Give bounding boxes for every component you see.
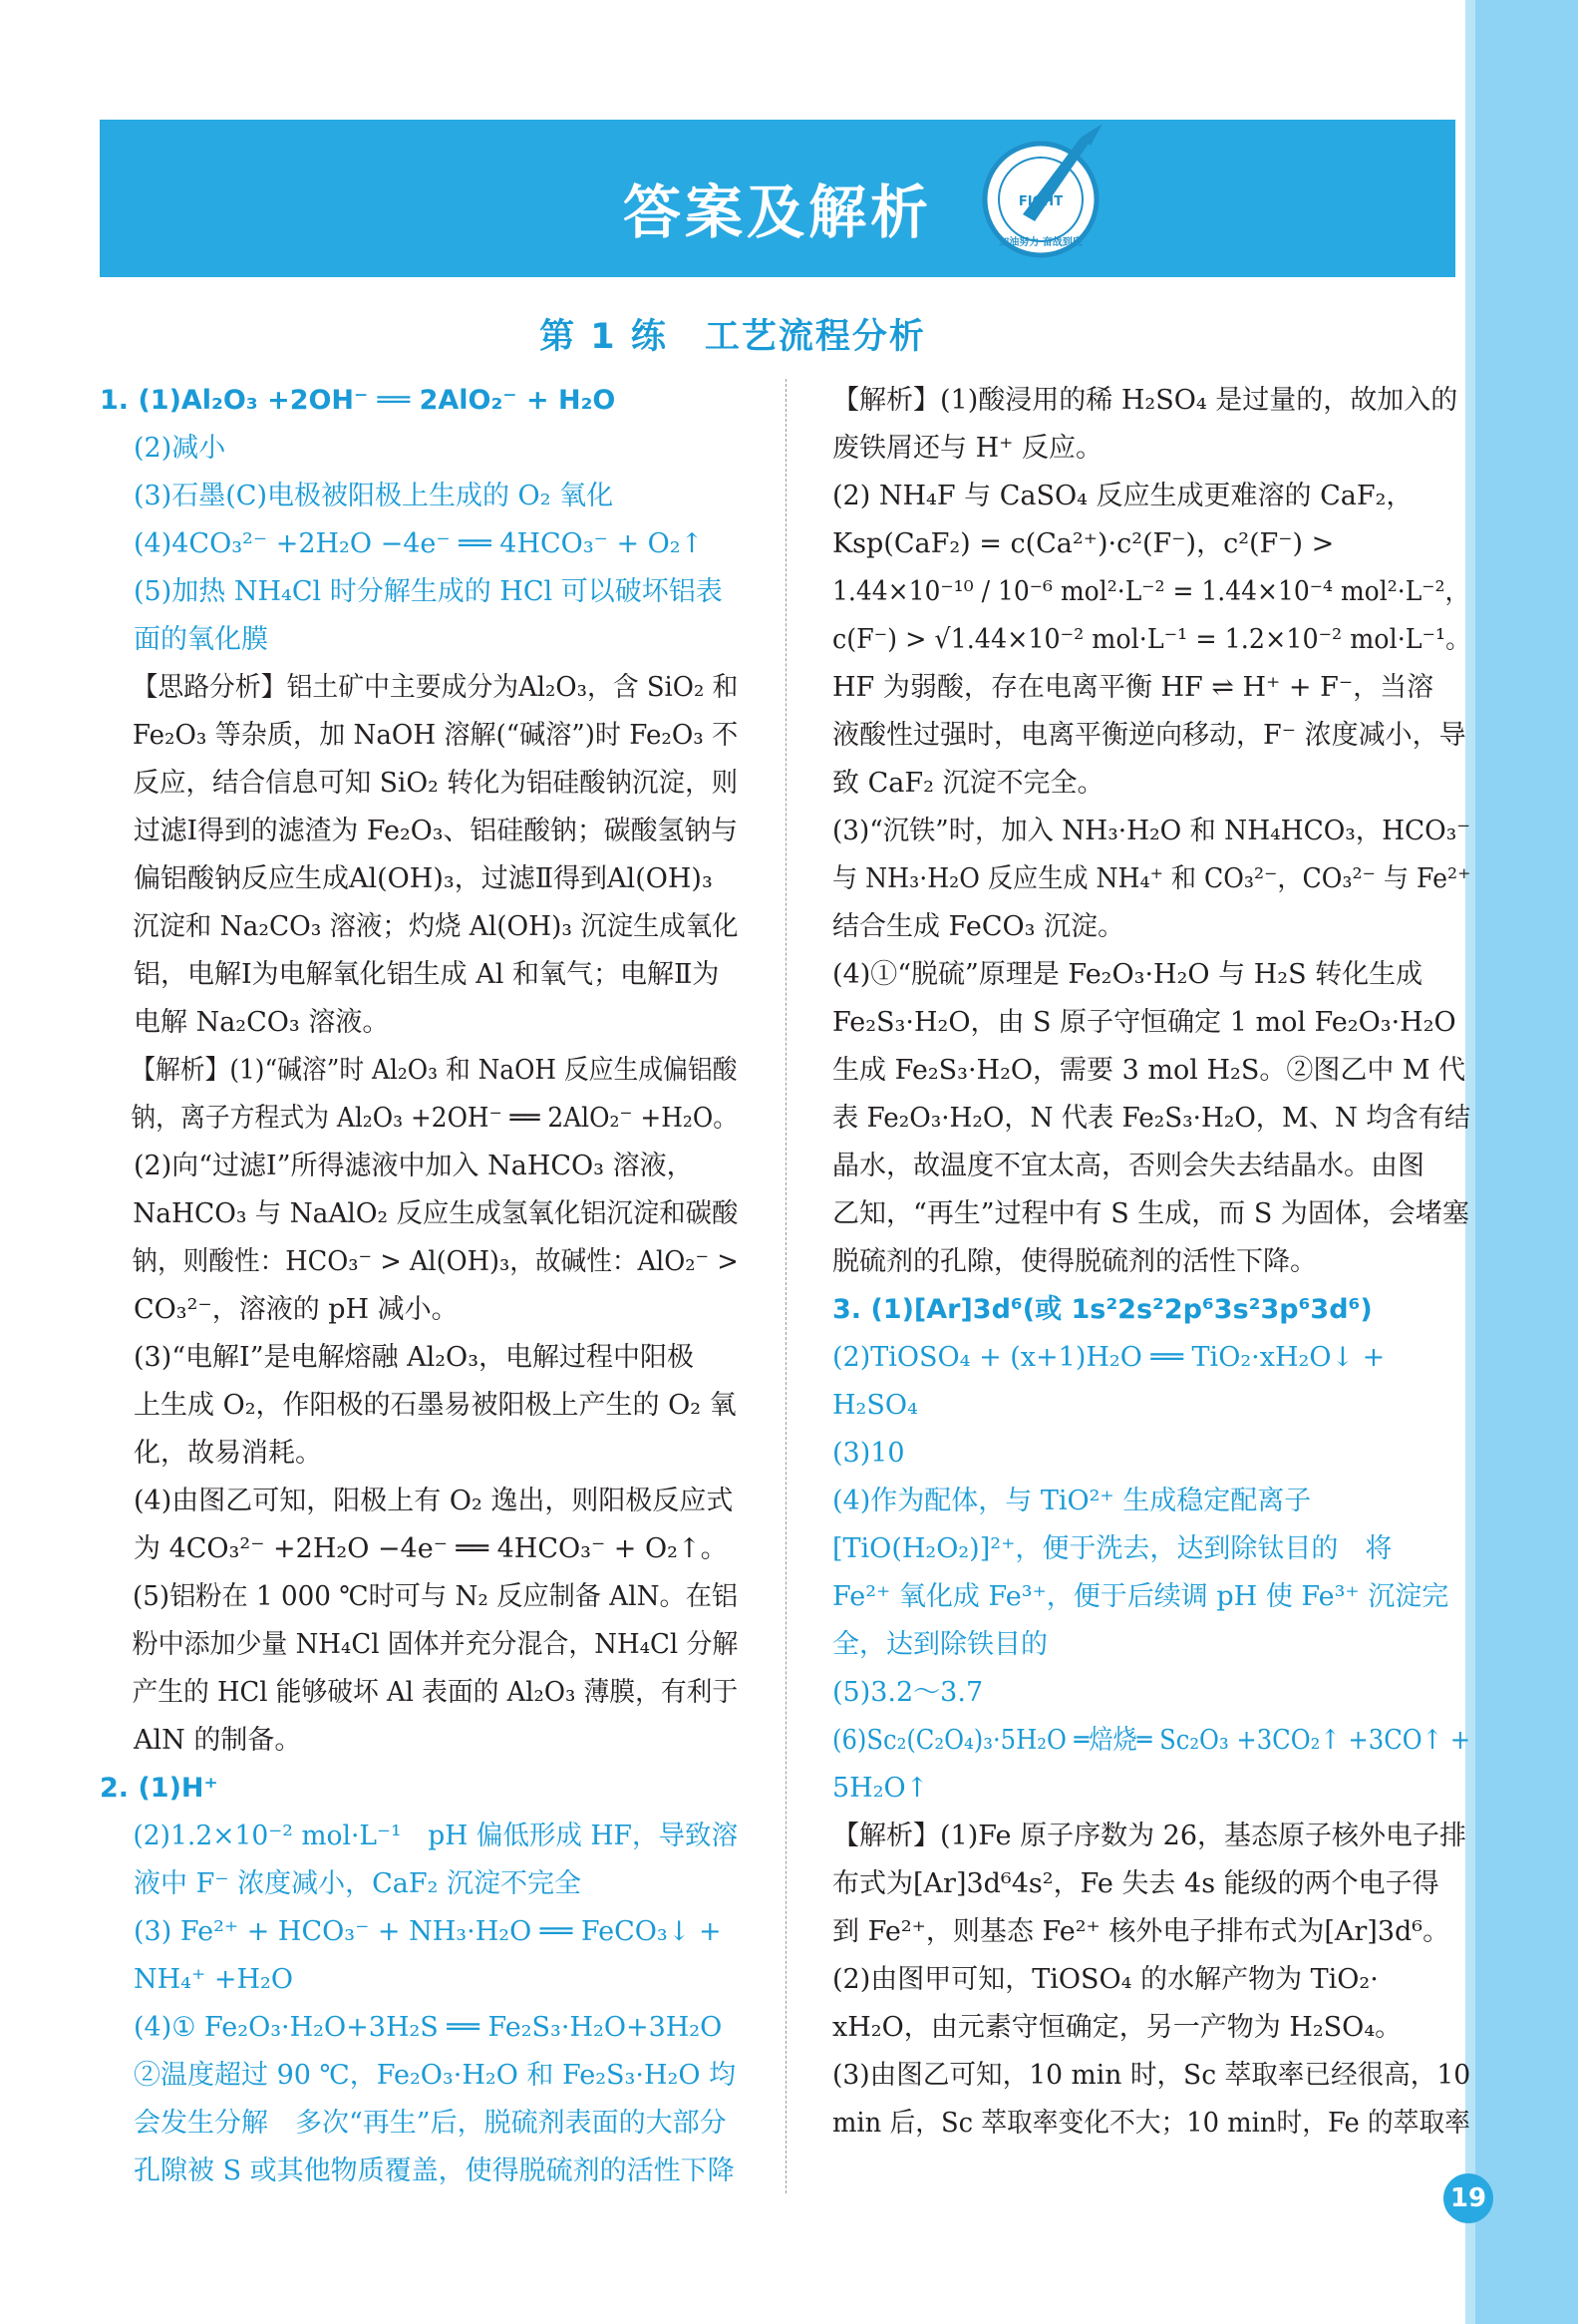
- right-line: H₂SO₄: [832, 1390, 918, 1421]
- page-number: 19: [1443, 2173, 1493, 2223]
- right-line: 5H₂O↑: [832, 1773, 929, 1804]
- right-line: HF 为弱酸，存在电离平衡 HF ⇌ H⁺ + F⁻，当溶: [832, 672, 1434, 703]
- left-line: 2. (1)H⁺: [100, 1773, 218, 1804]
- right-line: (2) NH₄F 与 CaSO₄ 反应生成更难溶的 CaF₂，: [832, 481, 1414, 511]
- right-line: 全，达到除铁目的: [832, 1629, 1048, 1660]
- left-line: 1. (1)Al₂O₃ +2OH⁻ ══ 2AlO₂⁻ + H₂O: [100, 385, 616, 416]
- left-line: (4)4CO₃²⁻ +2H₂O −4e⁻ ══ 4HCO₃⁻ + O₂↑: [134, 528, 704, 559]
- right-line: 【解析】(1)Fe 原子序数为 26，基态原子核外电子排: [832, 1821, 1467, 1851]
- right-line: 【解析】(1)酸浸用的稀 H₂SO₄ 是过量的，故加入的: [832, 385, 1458, 416]
- badge-ring-text: 加油努力 奋战到底: [999, 237, 1083, 248]
- left-line: (5)铝粉在 1 000 ℃时可与 N₂ 反应制备 AlN。在铝: [132, 1581, 739, 1612]
- left-line: 钠，离子方程式为 Al₂O₃ +2OH⁻ ══ 2AlO₂⁻ +H₂O。: [131, 1103, 739, 1134]
- left-line: 【思路分析】铝土矿中主要成分为Al₂O₃，含 SiO₂ 和: [132, 672, 739, 703]
- side-decoration-strip: [1465, 0, 1578, 2324]
- right-line: 晶水，故温度不宜太高，否则会失去结晶水。由图: [832, 1151, 1424, 1181]
- left-line: CO₃²⁻，溶液的 pH 减小。: [134, 1294, 459, 1325]
- right-line: (2)由图甲可知，TiOSO₄ 的水解产物为 TiO₂·: [832, 1964, 1379, 1995]
- left-line: 上生成 O₂，作阳极的石墨易被阳极上产生的 O₂ 氧: [134, 1390, 737, 1421]
- left-line: 为 4CO₃²⁻ +2H₂O −4e⁻ ══ 4HCO₃⁻ + O₂↑。: [134, 1533, 728, 1564]
- left-line: 反应，结合信息可知 SiO₂ 转化为铝硅酸钠沉淀，则: [133, 768, 739, 799]
- left-line: 铝，电解Ⅰ为电解氧化铝生成 Al 和氧气；电解Ⅱ为: [134, 959, 720, 990]
- right-line: (3)由图乙可知，10 min 时，Sc 萃取率已经很高，10: [832, 2060, 1471, 2091]
- right-line: 1.44×10⁻¹⁰ / 10⁻⁶ mol²·L⁻² = 1.44×10⁻⁴ mol²·L⁻²，: [832, 576, 1470, 607]
- fight-badge-icon: [963, 120, 1122, 269]
- left-line: (3)石墨(C)电极被阳极上生成的 O₂ 氧化: [134, 481, 614, 511]
- right-line: 致 CaF₂ 沉淀不完全。: [832, 768, 1105, 799]
- left-line: Fe₂O₃ 等杂质，加 NaOH 溶解(“碱溶”)时 Fe₂O₃ 不: [132, 720, 739, 751]
- right-line: [TiO(H₂O₂)]²⁺，便于洗去，达到除钛目的 将: [832, 1533, 1393, 1564]
- left-line: (2)向“过滤Ⅰ”所得滤液中加入 NaHCO₃ 溶液，: [134, 1151, 694, 1181]
- section-title: 第 1 练 工艺流程分析: [539, 317, 926, 357]
- header-banner: [100, 120, 1455, 277]
- left-line: (5)加热 NH₄Cl 时分解生成的 HCl 可以破坏铝表: [134, 576, 723, 607]
- side-decoration-edge: [1465, 0, 1475, 2324]
- left-line: NaHCO₃ 与 NaAlO₂ 反应生成氢氧化铝沉淀和碳酸: [133, 1198, 739, 1229]
- left-line: 钠，则酸性：HCO₃⁻ > Al(OH)₃，故碱性：AlO₂⁻ >: [132, 1246, 739, 1277]
- page-title: 答案及解析: [622, 178, 932, 246]
- right-line: 结合生成 FeCO₃ 沉淀。: [832, 911, 1125, 942]
- left-line: (4)① Fe₂O₃·H₂O+3H₂S ══ Fe₂S₃·H₂O+3H₂O: [134, 2012, 723, 2043]
- left-line: 沉淀和 Na₂CO₃ 溶液；灼烧 Al(OH)₃ 沉淀生成氧化: [133, 911, 739, 942]
- right-line: min 后，Sc 萃取率变化不大；10 min时，Fe 的萃取率: [832, 2108, 1470, 2139]
- left-line: 【解析】(1)“碱溶”时 Al₂O₃ 和 NaOH 反应生成偏铝酸: [131, 1055, 738, 1086]
- left-line: 孔隙被 S 或其他物质覆盖，使得脱硫剂的活性下降: [134, 2156, 735, 2186]
- right-line: Fe₂S₃·H₂O，由 S 原子守恒确定 1 mol Fe₂O₃·H₂O: [832, 1007, 1456, 1038]
- right-line: 液酸性过强时，电离平衡逆向移动，F⁻ 浓度减小，导: [832, 720, 1466, 751]
- right-line: 表 Fe₂O₃·H₂O，N 代表 Fe₂S₃·H₂O，M、N 均含有结: [832, 1103, 1471, 1134]
- left-line: (3) Fe²⁺ + HCO₃⁻ + NH₃·H₂O ══ FeCO₃↓ +: [134, 1916, 722, 1947]
- left-line: 粉中添加少量 NH₄Cl 固体并充分混合，NH₄Cl 分解: [132, 1629, 739, 1660]
- left-line: 产生的 HCl 能够破坏 Al 表面的 Al₂O₃ 薄膜，有利于: [132, 1677, 739, 1708]
- right-line: 废铁屑还与 H⁺ 反应。: [832, 433, 1103, 464]
- left-line: (2)减小: [134, 433, 226, 464]
- left-line: AlN 的制备。: [134, 1725, 302, 1756]
- left-line: 面的氧化膜: [134, 624, 268, 655]
- left-line: (2)1.2×10⁻² mol·L⁻¹ pH 偏低形成 HF，导致溶: [133, 1821, 739, 1851]
- right-line: (4)作为配体，与 TiO²⁺ 生成稳定配离子: [832, 1486, 1312, 1516]
- left-line: (4)由图乙可知，阳极上有 O₂ 逸出，则阳极反应式: [134, 1486, 734, 1516]
- right-line: (4)①“脱硫”原理是 Fe₂O₃·H₂O 与 H₂S 转化生成: [832, 959, 1423, 990]
- right-line: (3)“沉铁”时，加入 NH₃·H₂O 和 NH₄HCO₃，HCO₃⁻: [832, 816, 1471, 846]
- right-line: c(F⁻) > √1.44×10⁻² mol·L⁻¹ = 1.2×10⁻² mol·L⁻¹。: [832, 624, 1471, 655]
- left-line: 偏铝酸钠反应生成Al(OH)₃，过滤Ⅱ得到Al(OH)₃: [134, 863, 713, 894]
- right-line: xH₂O，由元素守恒确定，另一产物为 H₂SO₄。: [832, 2012, 1403, 2043]
- left-line: ②温度超过 90 ℃，Fe₂O₃·H₂O 和 Fe₂S₃·H₂O 均: [134, 2060, 737, 2091]
- left-line: 电解 Na₂CO₃ 溶液。: [134, 1007, 390, 1038]
- right-line: 3. (1)[Ar]3d⁶(或 1s²2s²2p⁶3s²3p⁶3d⁶): [832, 1294, 1373, 1325]
- right-line: (6)Sc₂(C₂O₄)₃·5H₂O ═焙烧═ Sc₂O₃ +3CO₂↑ +3CO↑ +: [832, 1725, 1471, 1756]
- left-line: (3)“电解Ⅰ”是电解熔融 Al₂O₃，电解过程中阳极: [134, 1342, 695, 1373]
- right-line: 到 Fe²⁺，则基态 Fe²⁺ 核外电子排布式为[Ar]3d⁶。: [832, 1916, 1450, 1947]
- left-line: 化，故易消耗。: [134, 1438, 322, 1469]
- right-line: Fe²⁺ 氧化成 Fe³⁺，便于后续调 pH 使 Fe³⁺ 沉淀完: [832, 1581, 1449, 1612]
- column-divider: [786, 379, 787, 2193]
- right-line: (3)10: [832, 1438, 905, 1469]
- right-line: Ksp(CaF₂) = c(Ca²⁺)·c²(F⁻)，c²(F⁻) >: [832, 528, 1335, 559]
- right-line: (5)3.2～3.7: [832, 1677, 984, 1708]
- right-line: 与 NH₃·H₂O 反应生成 NH₄⁺ 和 CO₃²⁻，CO₃²⁻ 与 Fe²⁺: [832, 863, 1471, 894]
- right-line: 乙知，“再生”过程中有 S 生成，而 S 为固体，会堵塞: [832, 1198, 1469, 1229]
- left-line: 过滤Ⅰ得到的滤渣为 Fe₂O₃、铝硅酸钠；碳酸氢钠与: [133, 816, 739, 846]
- right-line: 布式为[Ar]3d⁶4s²，Fe 失去 4s 能级的两个电子得: [832, 1868, 1439, 1899]
- left-line: 液中 F⁻ 浓度减小，CaF₂ 沉淀不完全: [134, 1868, 582, 1899]
- right-line: 生成 Fe₂S₃·H₂O，需要 3 mol H₂S。②图乙中 M 代: [832, 1055, 1466, 1086]
- badge-center-text: FIGHT: [1018, 194, 1064, 209]
- left-line: NH₄⁺ +H₂O: [134, 1964, 293, 1995]
- right-line: 脱硫剂的孔隙，使得脱硫剂的活性下降。: [832, 1246, 1317, 1277]
- left-line: 会发生分解 多次“再生”后，脱硫剂表面的大部分: [134, 2108, 727, 2139]
- right-line: (2)TiOSO₄ + (x+1)H₂O ══ TiO₂·xH₂O↓ +: [832, 1342, 1386, 1373]
